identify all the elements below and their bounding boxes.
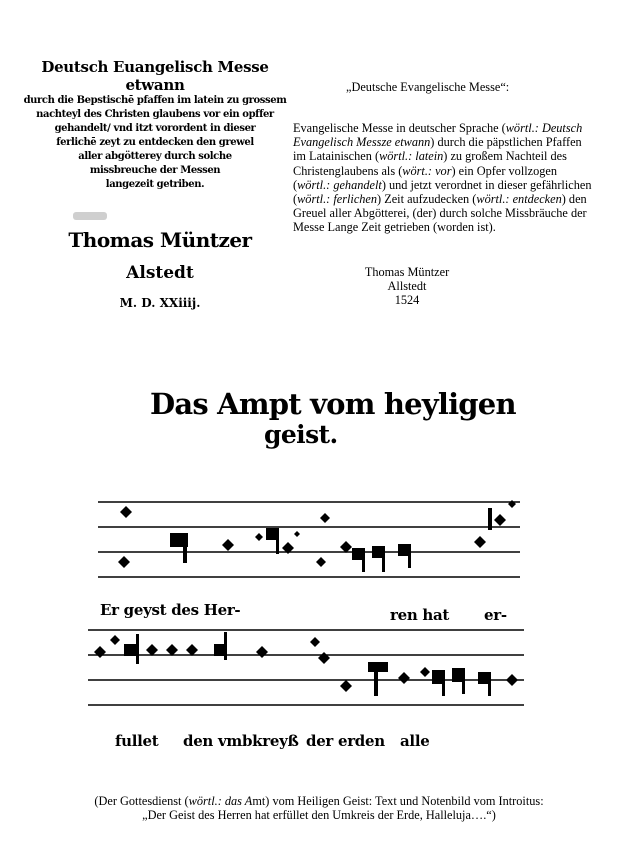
- translation-body-run: ) den Greuel aller Abgötterei, (der) durch solche Missbräuche der Messe Lange Zeit getrieben (worden ist).: [293, 192, 587, 235]
- music-staff-2: [0, 622, 638, 727]
- music-title-line2: geist.: [264, 420, 338, 449]
- caption-line2: „Der Geist des Herren hat erfüllet den Umkreis der Erde, Halleluja….“): [142, 808, 496, 823]
- translation-body-run: wörtl.: latein: [379, 149, 444, 164]
- original-place: Alstedt: [126, 263, 194, 283]
- signature-place: Allstedt: [387, 279, 427, 294]
- translation-heading: „Deutsche Evangelische Messe“:: [346, 80, 510, 94]
- translation-body-run: ) und jetzt verordnet in dieser gefährlichen (: [293, 177, 592, 207]
- translation-body-run: wörtl.: gehandelt: [297, 177, 382, 192]
- lyric-line1-part1: Er geyst des Her-: [100, 601, 241, 619]
- original-title-line: gehandelt/ vnd itzt vorordent in dieser: [54, 123, 256, 134]
- translation-body: [293, 121, 593, 235]
- music-staff-1: [0, 490, 638, 600]
- translation-body-run: Evangelische Messe in deutscher Sprache (: [293, 121, 506, 135]
- translation-body-run: ) zu großem Nachteil des Christenglaubens als (: [293, 149, 567, 178]
- print-smudge: [73, 212, 107, 220]
- original-title-block: [20, 58, 290, 192]
- translation-body-run: wörtl.: Deutsch Evangelisch Messze etwann: [293, 121, 583, 150]
- lyric-line2-part3: der erden: [306, 732, 385, 750]
- translation-signature: [352, 265, 462, 308]
- original-title-line: aller abgötterey durch solche: [78, 151, 232, 162]
- translation-body-run: wört.: vor: [402, 163, 452, 178]
- original-title-line: durch die Bepstischē pfaffen im latein zu grossem: [23, 95, 287, 106]
- original-year: M. D. XXiiij.: [119, 296, 201, 310]
- original-title-line: langezeit getriben.: [105, 179, 205, 190]
- translation-body-run: wörtl.: entdecken: [476, 192, 562, 207]
- caption-line1-run: mt) vom Heiligen Geist: Text und Notenbild vom Introitus:: [252, 794, 544, 808]
- original-title-line: nachteyl des Christen glaubens vor ein opffer: [36, 109, 274, 120]
- caption-line1-run: wörtl.: das A: [188, 794, 253, 808]
- caption: [20, 794, 618, 822]
- signature-name: Thomas Müntzer: [364, 265, 450, 279]
- lyric-line2-part4: alle: [400, 732, 430, 750]
- translation-body-run: ) durch die päpstlichen Pfaffen im Latainischen (: [293, 135, 582, 164]
- caption-line1-run: (Der Gottesdienst (: [94, 794, 189, 808]
- lyric-line1-part2: ren hat: [390, 606, 450, 624]
- translation-body-run: ) ein Opfer vollzogen (: [293, 163, 558, 192]
- music-title: Das Ampt vom heyligen: [150, 387, 516, 421]
- translation-body-run: ) Zeit aufzudecken (: [377, 192, 477, 207]
- original-title-line1: Deutsch Euangelisch Messe etwann: [41, 58, 269, 94]
- lyric-line2-part2: den vmbkreyß: [183, 732, 299, 750]
- lyric-line2-part1: fullet: [115, 732, 159, 750]
- signature-year: 1524: [394, 293, 420, 308]
- original-author: Thomas Müntzer: [68, 228, 252, 252]
- original-title-line: ferlichē zeyt zu entdecken den grewel: [56, 137, 254, 148]
- translation-body-run: wörtl.: ferlichen: [297, 192, 378, 207]
- caption-line1: [20, 794, 618, 808]
- original-title-line: missbreuche der Messen: [89, 165, 221, 176]
- lyric-line1-part3: er-: [484, 606, 507, 624]
